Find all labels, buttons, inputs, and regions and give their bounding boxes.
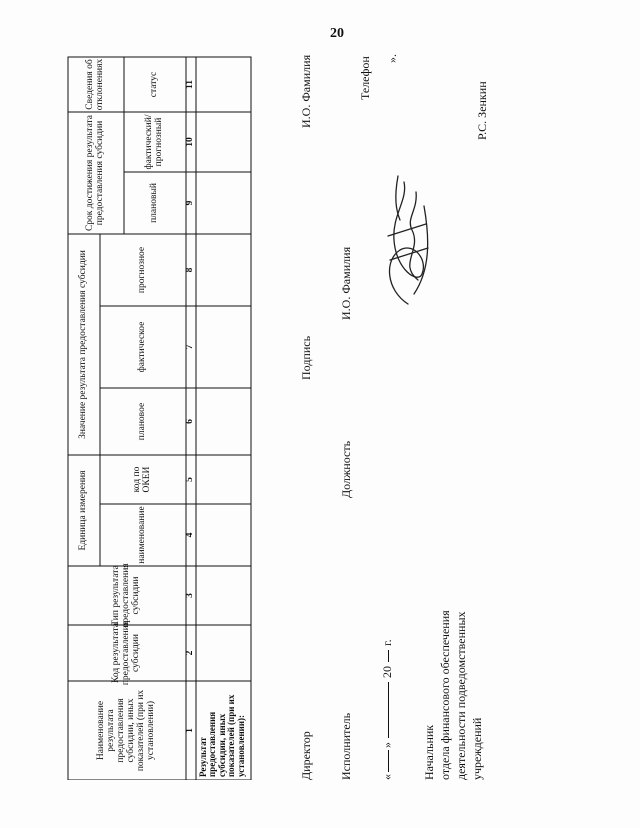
col-number-1: 1 <box>185 728 196 733</box>
date-mid-quote: » <box>380 742 394 748</box>
handwritten-signature <box>378 170 438 310</box>
head-title-line-1: Начальник <box>422 724 436 780</box>
head-title-line-4: учреждений <box>470 717 484 780</box>
header-unit-code: код по ОКЕИ <box>132 466 152 493</box>
director-name: И.О. Фамилия <box>299 54 313 128</box>
date-year-suffix: г. <box>380 639 394 646</box>
header-status: статус <box>149 71 160 98</box>
header-value-plan: плановое <box>137 402 148 441</box>
executor-name: И.О. Фамилия <box>339 246 353 320</box>
header-term-fact: фактический/ прогнозный <box>144 114 164 170</box>
head-title-line-2: отдела финансового обеспечения <box>438 610 452 780</box>
col-number-5: 5 <box>185 477 196 482</box>
header-value-group: Значение результата предоставления субсидии <box>78 250 89 439</box>
date-day-line <box>388 750 389 772</box>
header-name: Наименование результата предоставления субсидии, иных показателей (при их установлении) <box>96 689 156 772</box>
col-number-4: 4 <box>185 532 196 538</box>
col-number-6: 6 <box>185 419 196 424</box>
date-open-quote: « <box>380 774 394 780</box>
col-number-7: 7 <box>185 344 196 350</box>
date-year-line <box>388 650 389 662</box>
signature-label: Подпись <box>299 335 313 380</box>
position-label: Должность <box>339 440 353 498</box>
header-unit-name: наименование <box>137 506 148 564</box>
header-term-group: Срок достижения результата предоставления субсидии <box>85 114 105 232</box>
header-code: Код результата предоставления субсидии <box>111 620 141 686</box>
col-number-3: 3 <box>185 593 196 598</box>
phone-label: Телефон <box>358 56 372 100</box>
header-value-fact: фактическое <box>137 321 148 373</box>
header-unit-group: Единица измерения <box>78 470 89 551</box>
page-number: 20 <box>330 26 344 41</box>
date-year: 20 <box>380 666 394 678</box>
head-name: Р.С. Зенкин <box>475 81 489 140</box>
rotated-form-sheet <box>66 40 626 780</box>
row-label-results: Результат предоставления субсидии, иных показателей (при их установлении): <box>198 694 246 777</box>
executor-label: Исполнитель <box>339 712 353 780</box>
col-number-8: 8 <box>185 267 196 273</box>
col-number-2: 2 <box>185 650 196 656</box>
date-month-line <box>388 682 389 738</box>
header-deviation-group: Сведения об отклонениях <box>85 58 105 111</box>
head-title-block <box>421 610 485 780</box>
director-label: Директор <box>299 731 313 780</box>
closing-quote: ». <box>385 54 399 63</box>
col-number-11: 11 <box>185 80 196 89</box>
header-type: Тип результата предоставления субсидии <box>111 563 141 628</box>
col-number-9: 9 <box>185 200 196 206</box>
col-number-10: 10 <box>185 137 196 147</box>
header-term-plan: плановый <box>149 183 160 223</box>
head-title-line-3: деятельности подведомственных <box>454 611 468 780</box>
header-value-forecast: прогнозное <box>137 246 148 294</box>
